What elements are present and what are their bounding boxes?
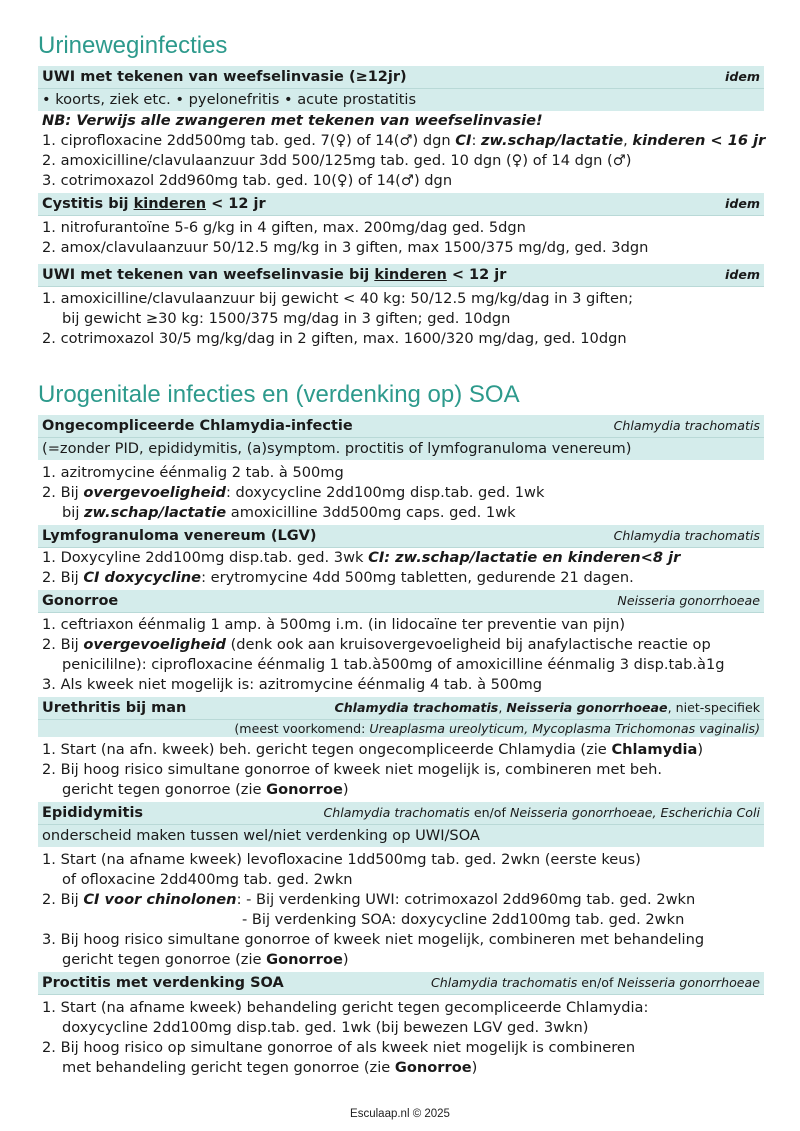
block-epididymitis xyxy=(38,802,764,970)
treatment-line: 1. amoxicilline/clavulaanzuur bij gewicht < 40 kg: 50/12.5 mg/kg/dag in 3 giften; xyxy=(42,290,634,307)
treatment-line: 2. amox/clavulaanzuur 50/12.5 mg/kg in 3 giften, max 1500/375 mg/dg, ged. 3dgn xyxy=(42,239,649,256)
treatment-line: 1. Start (na afname kweek) behandeling gericht tegen gecompliceerde Chlamydia: xyxy=(42,999,649,1016)
block-chlamydia xyxy=(38,415,764,523)
block-header xyxy=(38,697,764,720)
block-title: Cystitis bij kinderen < 12 jr xyxy=(42,196,266,212)
block-gonorroe xyxy=(38,590,764,695)
treatment-line: 3. Als kweek niet mogelijk is: azitromycine éénmalig 4 tab. à 500mg xyxy=(42,676,542,693)
block-title: Ongecompliceerde Chlamydia-infectie xyxy=(42,418,353,434)
treatment-line: 3. cotrimoxazol 2dd960mg tab. ged. 10(♀) of 14(♂) dgn xyxy=(42,172,453,189)
block-title: Lymfogranuloma venereum (LGV) xyxy=(42,528,317,544)
block-proctitis xyxy=(38,972,764,1078)
treatment-line: 2. amoxicilline/clavulaanzuur 3dd 500/125mg tab. ged. 10 dgn (♀) of 14 dgn (♂) xyxy=(42,152,632,169)
block-uwi-kinderen xyxy=(38,264,764,349)
organism-label: idem xyxy=(725,196,760,211)
treatment-line: 2. cotrimoxazol 30/5 mg/kg/dag in 2 giften, max. 1600/320 mg/dag, ged. 10dgn xyxy=(42,330,627,347)
block-title: Urethritis bij man xyxy=(42,700,187,716)
treatment-line: bij gewicht ≥30 kg: 1500/375 mg/dag in 3 giften; ged. 10dgn xyxy=(62,310,511,327)
organism-label: idem xyxy=(725,69,760,84)
block-header xyxy=(38,66,764,89)
organism-label: Chlamydia trachomatis en/of Neisseria gonorrhoeae, Escherichia Coli xyxy=(323,805,760,820)
block-title: UWI met tekenen van weefselinvasie bij kinderen < 12 jr xyxy=(42,267,507,283)
block-urethritis xyxy=(38,697,764,800)
organism-label: Chlamydia trachomatis en/of Neisseria gonorrhoeae xyxy=(430,975,760,990)
treatment-line: 3. Bij hoog risico simultane gonorroe of kweek niet mogelijk, combineren met behandeling xyxy=(42,931,705,948)
treatment-line: 1. Doxycyline 2dd100mg disp.tab. ged. 3wk CI: zw.schap/lactatie en kinderen<8 jr xyxy=(42,549,681,566)
treatment-line: met behandeling gericht tegen gonorroe (zie Gonorroe) xyxy=(62,1059,478,1076)
treatment-line: 1. ciprofloxacine 2dd500mg tab. ged. 7(♀) of 14(♂) dgn CI: zw.schap/lactatie, kinderen < 16 jr xyxy=(42,132,766,149)
organism-label: idem xyxy=(725,267,760,282)
treatment-line: 1. Start (na afname kweek) levofloxacine 1dd500mg tab. ged. 2wkn (eerste keus) xyxy=(42,851,641,868)
treatment-line: 2. Bij CI doxycycline: erytromycine 4dd 500mg tabletten, gedurende 21 dagen. xyxy=(42,569,634,586)
organism-label: Chlamydia trachomatis xyxy=(613,418,760,433)
organism-label: Chlamydia trachomatis xyxy=(613,528,760,543)
treatment-line: 2. Bij hoog risico simultane gonorroe of kweek niet mogelijk is, combineren met beh. xyxy=(42,761,662,778)
treatment-line: of ofloxacine 2dd400mg tab. ged. 2wkn xyxy=(62,871,353,888)
block-subheader: (=zonder PID, epididymitis, (a)symptom. proctitis of lymfogranuloma venereum) xyxy=(38,438,764,460)
treatment-line: - Bij verdenking SOA: doxycycline 2dd100mg tab. ged. 2wkn xyxy=(242,911,685,928)
organism-label: Neisseria gonorrhoeae xyxy=(617,593,760,608)
block-header xyxy=(38,590,764,613)
page-footer: Esculaap.nl © 2025 xyxy=(350,1108,450,1120)
block-title: Epididymitis xyxy=(42,805,144,821)
treatment-line: 1. nitrofurantoïne 5-6 g/kg in 4 giften, max. 200mg/dag ged. 5dgn xyxy=(42,219,526,236)
section-title-urogenitale-infecties: Urogenitale infecties en (verdenking op) SOA xyxy=(38,381,520,408)
block-subheader: (meest voorkomend: Ureaplasma ureolyticum, Mycoplasma Trichomonas vaginalis) xyxy=(38,720,764,737)
treatment-line: 2. Bij CI voor chinolonen: - Bij verdenking UWI: cotrimoxazol 2dd960mg tab. ged. 2wkn xyxy=(42,891,696,908)
block-title: Proctitis met verdenking SOA xyxy=(42,975,284,991)
treatment-line: 2. Bij overgevoeligheid: doxycycline 2dd100mg disp.tab. ged. 1wk xyxy=(42,484,545,501)
warning-note: NB: Verwijs alle zwangeren met tekenen van weefselinvasie! xyxy=(42,112,543,129)
block-subheader: onderscheid maken tussen wel/niet verdenking op UWI/SOA xyxy=(38,825,764,847)
treatment-line: 2. Bij hoog risico op simultane gonorroe of als kweek niet mogelijk is combineren xyxy=(42,1039,636,1056)
block-header xyxy=(38,193,764,216)
treatment-line: 1. ceftriaxon éénmalig 1 amp. à 500mg i.m. (in lidocaïne ter preventie van pijn) xyxy=(42,616,626,633)
section-title-urineweginfecties: Urineweginfecties xyxy=(38,32,228,59)
treatment-line: gericht tegen gonorroe (zie Gonorroe) xyxy=(62,951,349,968)
treatment-line: 2. Bij overgevoeligheid (denk ook aan kruisovergevoeligheid bij anafylactische reactie op xyxy=(42,636,711,653)
treatment-line: gericht tegen gonorroe (zie Gonorroe) xyxy=(62,781,349,798)
block-subheader: • koorts, ziek etc. • pyelonefritis • acute prostatitis xyxy=(38,89,764,111)
treatment-line: penicililne): ciprofloxacine éénmalig 1 tab.à500mg of amoxicilline éénmalig 3 disp.tab.à1g xyxy=(62,656,725,673)
block-header xyxy=(38,802,764,825)
block-header xyxy=(38,415,764,438)
treatment-line: bij zw.schap/lactatie amoxicilline 3dd500mg caps. ged. 1wk xyxy=(62,504,516,521)
block-title: Gonorroe xyxy=(42,593,119,609)
block-header xyxy=(38,972,764,995)
treatment-line: 1. Start (na afn. kweek) beh. gericht tegen ongecompliceerde Chlamydia (zie Chlamydia) xyxy=(42,741,704,758)
block-header xyxy=(38,264,764,287)
block-title: UWI met tekenen van weefselinvasie (≥12jr) xyxy=(42,69,407,85)
organism-label: Chlamydia trachomatis, Neisseria gonorrhoeae, niet-specifiek xyxy=(334,700,760,715)
block-header xyxy=(38,525,764,548)
treatment-line: 1. azitromycine éénmalig 2 tab. à 500mg xyxy=(42,464,344,481)
block-cystitis-kinderen xyxy=(38,193,764,258)
document-page xyxy=(38,30,764,1080)
block-lgv xyxy=(38,525,764,588)
treatment-line: doxycycline 2dd100mg disp.tab. ged. 1wk (bij bewezen LGV ged. 3wkn) xyxy=(62,1019,589,1036)
block-uwi-weefselinvasie xyxy=(38,66,764,191)
